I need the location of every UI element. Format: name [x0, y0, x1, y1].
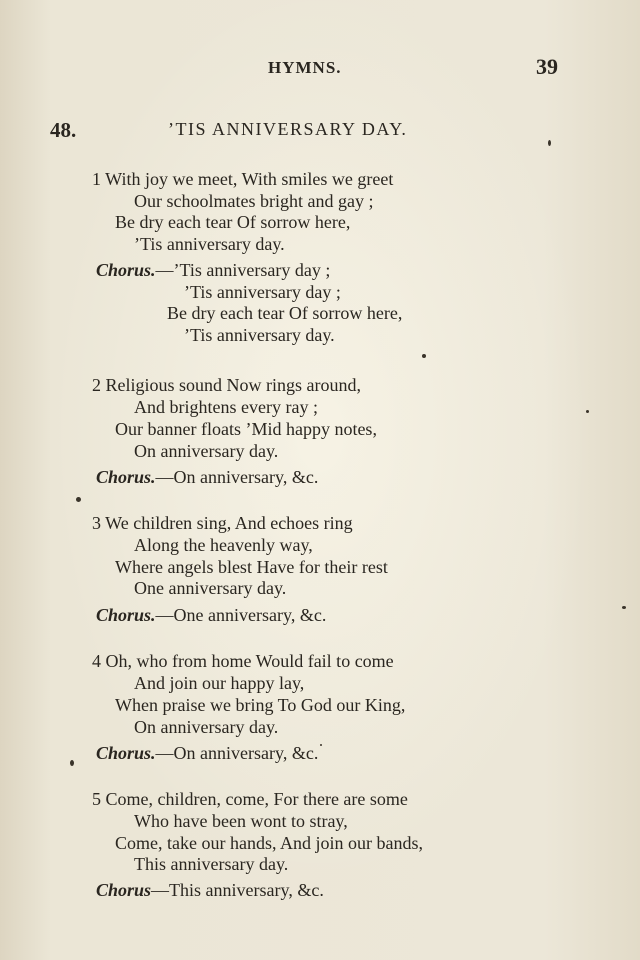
running-head [0, 54, 640, 82]
verse-2-line-3: Our banner floats ’Mid happy notes, [115, 419, 377, 439]
chorus-label: Chorus. [96, 605, 156, 625]
verse-4-line-1: 4 Oh, who from home Would fail to come [92, 651, 394, 671]
paper-speck [548, 140, 551, 146]
verse-3-line-2: Along the heavenly way, [134, 535, 313, 555]
hymn-number: 48. [50, 118, 77, 142]
chorus-label: Chorus. [96, 743, 156, 763]
chorus-2-line [96, 466, 318, 488]
page-number: 39 [536, 54, 558, 79]
chorus-text: —On anniversary, &c. [155, 467, 319, 487]
verse-1-line-1: 1 With joy we meet, With smiles we greet [92, 169, 394, 189]
running-head-title: HYMNS. [268, 58, 342, 77]
paper-speck [320, 744, 322, 746]
verse-5-line-3: Come, take our hands, And join our bands, [115, 833, 423, 853]
verse-1-line-2: Our schoolmates bright and gay ; [134, 191, 374, 211]
verse-4-line-3: When praise we bring To God our King, [115, 695, 406, 715]
chorus-label: Chorus. [96, 260, 156, 280]
verse-2-line-2: And brightens every ray ; [134, 397, 318, 417]
verse-2-line-4: On anniversary day. [134, 441, 279, 461]
chorus-text: —’Tis anniversary day ; [155, 260, 331, 280]
chorus-3-line [96, 604, 326, 626]
verse-5-line-4: This anniversary day. [134, 854, 289, 874]
paper-speck [422, 354, 426, 358]
chorus-1-line-2: ’Tis anniversary day ; [184, 282, 341, 302]
verse-3-line-3: Where angels blest Have for their rest [115, 557, 388, 577]
hymn-title: ’TIS ANNIVERSARY DAY. [168, 119, 408, 139]
chorus-1-line-3: Be dry each tear Of sorrow here, [167, 303, 403, 323]
chorus-text: —One anniversary, &c. [155, 605, 327, 625]
verse-4-line-4: On anniversary day. [134, 717, 279, 737]
chorus-label: Chorus. [96, 467, 156, 487]
paper-speck [76, 497, 81, 502]
chorus-text: —On anniversary, &c. [155, 743, 319, 763]
paper-speck [622, 606, 626, 609]
verse-1-line-4: ’Tis anniversary day. [134, 234, 285, 254]
verse-2-line-1: 2 Religious sound Now rings around, [92, 375, 361, 395]
chorus-label: Chorus [96, 880, 152, 900]
paper-speck [586, 410, 589, 413]
chorus-text: —This anniversary, &c. [151, 880, 324, 900]
chorus-4-line [96, 742, 318, 764]
verse-4-line-2: And join our happy lay, [134, 673, 305, 693]
verse-1-line-3: Be dry each tear Of sorrow here, [115, 212, 351, 232]
verse-3-line-1: 3 We children sing, And echoes ring [92, 513, 353, 533]
verse-3-line-4: One anniversary day. [134, 578, 287, 598]
chorus-1-line-1 [96, 259, 330, 281]
chorus-1-line-4: ’Tis anniversary day. [184, 325, 335, 345]
paper-speck [70, 760, 74, 766]
chorus-5-line [96, 879, 324, 901]
verse-5-line-1: 5 Come, children, come, For there are some [92, 789, 408, 809]
verse-5-line-2: Who have been wont to stray, [134, 811, 348, 831]
